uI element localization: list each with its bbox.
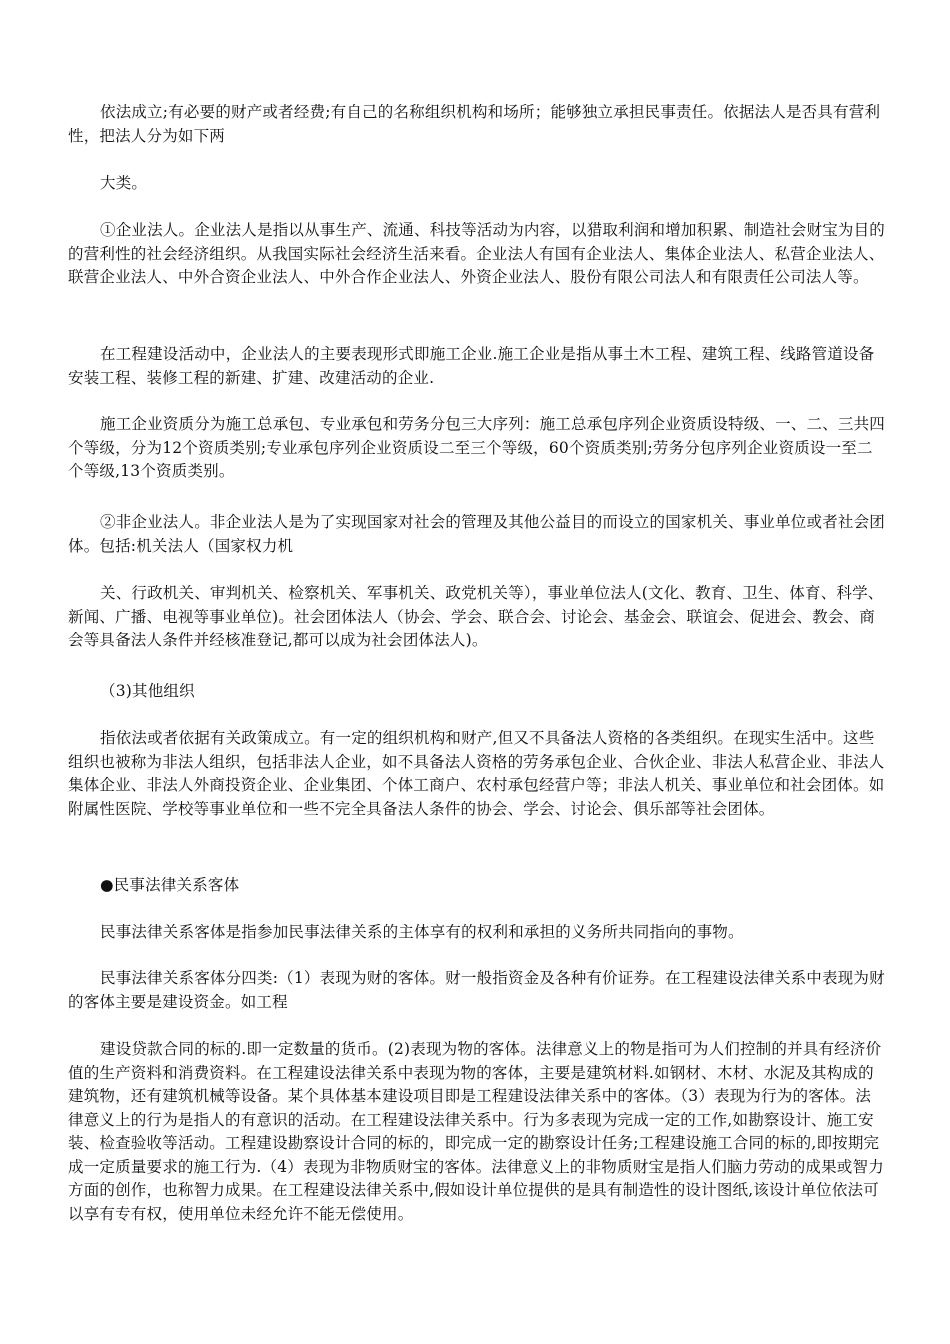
paragraph-object-definition: 民事法律关系客体是指参加民事法律关系的主体享有的权利和承担的义务所共同指向的事物。	[100, 923, 744, 941]
paragraph-enterprise-legal-person: ①企业法人。企业法人是指以从事生产、流通、科技等活动为内容，以猎取利润和增加积累、制造社会财宝为目的的营利性的社会经济组织。从我国实际社会经济生活来看。企业法人有国有企业法人、集体企业法人、私营企业法人、联营企业法人、中外合资企业法人、中外合作企业法人、外资企业法人、股份有限公司法人和有限责任公司法人等。	[68, 221, 886, 286]
paragraph-object-four-types: 民事法律关系客体分四类:（1）表现为财的客体。财一般指资金及各种有价证券。在工程建设法律关系中表现为财的客体主要是建设资金。如工程	[68, 969, 885, 1011]
heading-civil-law-relation-object: ●民事法律关系客体	[100, 876, 240, 894]
paragraph-enterprise-qualification: 施工企业资质分为施工总承包、专业承包和劳务分包三大序列：施工总承包序列企业资质设特级、一、二、三共四个等级，分为12个资质类别;专业承包序列企业资质设二至三个等级，60个资质类别;劳务分包序列企业资质设一至二个等级,13个资质类别。	[68, 415, 886, 480]
paragraph-construction-enterprise: 在工程建设活动中，企业法人的主要表现形式即施工企业.施工企业是指从事土木工程、建筑工程、线路管道设备安装工程、装修工程的新建、扩建、改建活动的企业.	[68, 345, 875, 387]
paragraph-legal-person-conditions: 依法成立;有必要的财产或者经费;有自己的名称组织机构和场所；能够独立承担民事责任。依据法人是否具有营利性，把法人分为如下两	[68, 103, 881, 145]
paragraph-object-types-detail: 建设贷款合同的标的.即一定数量的货币。(2)表现为物的客体。法律意义上的物是指可为人们控制的并具有经济价值的生产资料和消费资料。在工程建设法律关系中表现为物的客体，主要是建筑材料.如钢材、木材、水泥及其构成的建筑物，还有建筑机械等设备。某个具体基本建设项目即是工程建设法律关系中的客体。（3）表现为行为的客体。法律意义上的行为是指人的有意识的活动。在工程建设法律关系中。行为多表现为完成一定的工作,如勘察设计、施工安装、检查验收等活动。工程建设勘察设计合同的标的，即完成一定的勘察设计任务;工程建设施工合同的标的,即按期完成一定质量要求的施工行为.（4）表现为非物质财宝的客体。法律意义上的非物质财宝是指人们脑力劳动的成果或智力方面的创作，也称智力成果。在工程建设法律关系中,假如设计单位提供的是具有制造性的设计图纸,该设计单位依法可以享有专有权，使用单位未经允许不能无偿使用。	[68, 1040, 884, 1223]
paragraph-non-enterprise-legal-person: ②非企业法人。非企业法人是为了实现国家对社会的管理及其他公益目的而设立的国家机关、事业单位或者社会团体。包括:机关法人（国家权力机	[68, 513, 886, 555]
heading-other-organizations: （3)其他组织	[100, 682, 195, 700]
paragraph-two-categories: 大类。	[100, 174, 148, 192]
paragraph-institutions-and-associations: 关、行政机关、审判机关、检察机关、军事机关、政党机关等），事业单位法人(文化、教育、卫生、体育、科学、新闻、广播、电视等事业单位)。社会团体法人（协会、学会、联合会、讨论会、基金会、联谊会、促进会、教会、商会等具备法人条件并经核准登记,都可以成为社会团体法人)。	[68, 584, 884, 649]
paragraph-other-organizations: 指依法或者依据有关政策成立。有一定的组织机构和财产,但又不具备法人资格的各类组织。在现实生活中。这些组织也被称为非法人组织，包括非法人企业，如不具备法人资格的劳务承包企业、合伙企业、非法人私营企业、非法人集体企业、非法人外商投资企业、企业集团、个体工商户、农村承包经营户等；非法人机关、事业单位和社会团体。如附属性医院、学校等事业单位和一些不完全具备法人条件的协会、学会、讨论会、俱乐部等社会团体。	[68, 729, 885, 818]
